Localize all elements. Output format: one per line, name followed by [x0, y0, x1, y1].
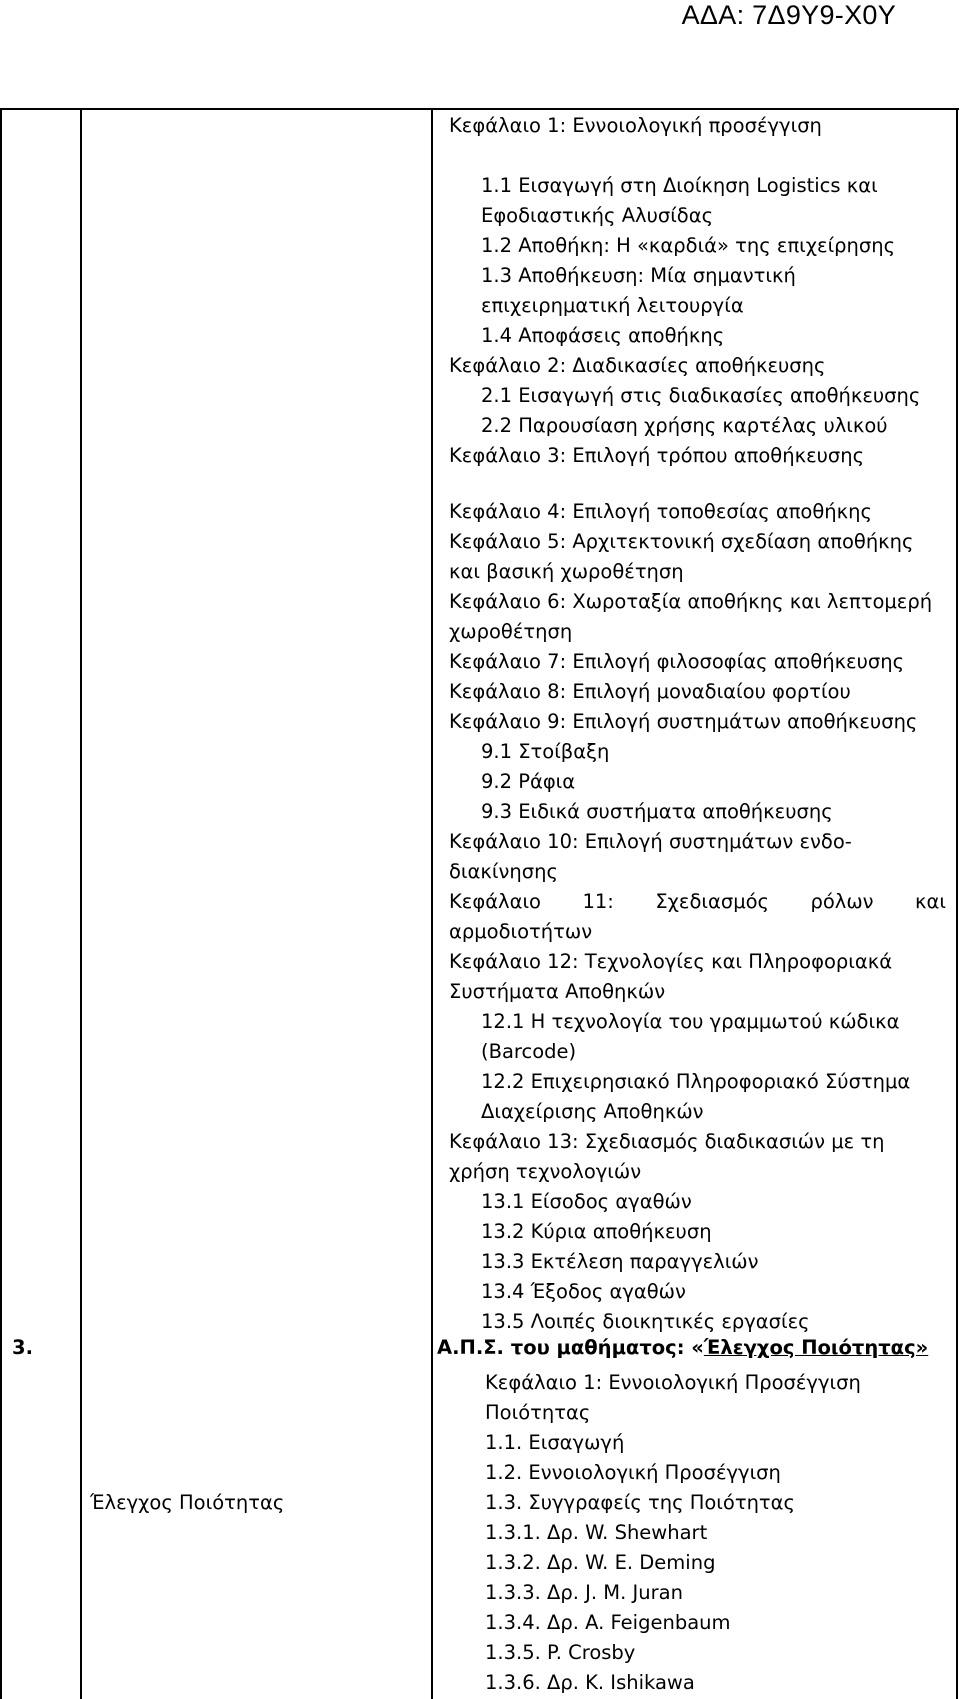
quality-syllabus-line: 1.3.4. Δρ. A. Feigenbaum [485, 1611, 731, 1634]
syllabus-line: 12.1 Η τεχνολογία του γραμμωτού κώδικα [481, 1010, 900, 1033]
quality-syllabus-line: 1.1. Εισαγωγή [485, 1431, 625, 1454]
quality-syllabus-line: 1.3.6. Δρ. K. Ishikawa [485, 1671, 695, 1694]
syllabus-line: 1.1 Εισαγωγή στη Διοίκηση Logistics και [481, 174, 878, 197]
syllabus-line: 1.2 Αποθήκη: Η «καρδιά» της επιχείρησης [481, 234, 896, 257]
syllabus-line: 9.2 Ράφια [481, 770, 576, 793]
quality-syllabus-line: 1.3. Συγγραφείς της Ποιότητας [485, 1491, 795, 1514]
syllabus-line [449, 887, 946, 917]
syllabus-line: 12.2 Επιχειρησιακό Πληροφοριακό Σύστημα [481, 1070, 911, 1093]
syllabus-line: Κεφάλαιο 3: Επιλογή τρόπου αποθήκευσης [449, 444, 865, 467]
ada-code: ΑΔΑ: 7Δ9Υ9-Χ0Υ [681, 0, 896, 30]
syllabus-line: 13.4 Έξοδος αγαθών [481, 1280, 686, 1303]
syllabus-line: διακίνησης [449, 860, 558, 883]
table-top-border [0, 108, 959, 110]
quality-syllabus-line: 1.3.3. Δρ. J. M. Juran [485, 1581, 683, 1604]
quality-syllabus-line: Ποιότητας [485, 1401, 591, 1424]
syllabus-line: Κεφάλαιο 1: Εννοιολογική προσέγγιση [449, 114, 822, 137]
syllabus-line: 13.2 Κύρια αποθήκευση [481, 1220, 712, 1243]
course-heading-title: Έλεγχος Ποιότητας» [703, 1336, 929, 1359]
syllabus-line: Συστήματα Αποθηκών [449, 980, 666, 1003]
syllabus-line: Κεφάλαιο 12: Τεχνολογίες και Πληροφοριακά [449, 950, 893, 973]
syllabus-line: 9.1 Στοίβαξη [481, 740, 610, 763]
syllabus-word: ρόλων [810, 890, 874, 913]
table-col1-divider [80, 108, 82, 1699]
quality-syllabus-line: 1.3.2. Δρ. W. E. Deming [485, 1551, 716, 1574]
table-left-border [0, 108, 2, 1699]
syllabus-word: Σχεδιασμός [655, 890, 769, 913]
syllabus-line: 9.3 Ειδικά συστήματα αποθήκευσης [481, 800, 833, 823]
syllabus-line: και βασική χωροθέτηση [449, 560, 684, 583]
syllabus-line: 2.2 Παρουσίαση χρήσης καρτέλας υλικού [481, 414, 888, 437]
syllabus-line: Κεφάλαιο 2: Διαδικασίες αποθήκευσης [449, 354, 826, 377]
table-right-border [956, 108, 958, 1699]
table-col2-divider [431, 108, 433, 1699]
syllabus-line: Κεφάλαιο 9: Επιλογή συστημάτων αποθήκευσης [449, 710, 918, 733]
syllabus-line: (Barcode) [481, 1040, 577, 1063]
syllabus-line: Κεφάλαιο 8: Επιλογή μοναδιαίου φορτίου [449, 680, 851, 703]
row3-number: 3. [12, 1336, 33, 1359]
course-heading [437, 1333, 928, 1363]
syllabus-line: Κεφάλαιο 7: Επιλογή φιλοσοφίας αποθήκευσης [449, 650, 905, 673]
syllabus-line: Κεφάλαιο 5: Αρχιτεκτονική σχεδίαση αποθήκης [449, 530, 914, 553]
syllabus-line: χρήση τεχνολογιών [449, 1160, 642, 1183]
syllabus-line: Κεφάλαιο 6: Χωροταξία αποθήκης και λεπτομερή [449, 590, 933, 613]
syllabus-line: Κεφάλαιο 13: Σχεδιασμός διαδικασιών με τη [449, 1130, 885, 1153]
syllabus-line: 1.4 Αποφάσεις αποθήκης [481, 324, 725, 347]
syllabus-line: 13.3 Εκτέλεση παραγγελιών [481, 1250, 759, 1273]
syllabus-line: χωροθέτηση [449, 620, 573, 643]
syllabus-line: 1.3 Αποθήκευση: Μία σημαντική [481, 264, 796, 287]
syllabus-word: 11: [582, 890, 614, 913]
quality-syllabus-line: 1.3.5. P. Crosby [485, 1641, 636, 1664]
course-heading-prefix: Α.Π.Σ. του μαθήματος: « [437, 1336, 704, 1359]
quality-syllabus-line: 1.2. Εννοιολογική Προσέγγιση [485, 1461, 781, 1484]
quality-syllabus-line: Κεφάλαιο 1: Εννοιολογική Προσέγγιση [485, 1371, 861, 1394]
syllabus-line: Εφοδιαστικής Αλυσίδας [481, 204, 714, 227]
syllabus-line: αρμοδιοτήτων [449, 920, 593, 943]
syllabus-word: Κεφάλαιο [449, 890, 541, 913]
row3-course-name: Έλεγχος Ποιότητας [90, 1491, 285, 1514]
syllabus-line: Κεφάλαιο 10: Επιλογή συστημάτων ενδο- [449, 830, 852, 853]
syllabus-line: Κεφάλαιο 4: Επιλογή τοποθεσίας αποθήκης [449, 500, 872, 523]
syllabus-line: 13.1 Είσοδος αγαθών [481, 1190, 692, 1213]
syllabus-line: 2.1 Εισαγωγή στις διαδικασίες αποθήκευσης [481, 384, 921, 407]
quality-syllabus-line: 1.3.1. Δρ. W. Shewhart [485, 1521, 708, 1544]
syllabus-line: 13.5 Λοιπές διοικητικές εργασίες [481, 1310, 810, 1333]
syllabus-line: Διαχείρισης Αποθηκών [481, 1100, 704, 1123]
syllabus-word: και [915, 890, 946, 913]
syllabus-line: επιχειρηματική λειτουργία [481, 294, 744, 317]
